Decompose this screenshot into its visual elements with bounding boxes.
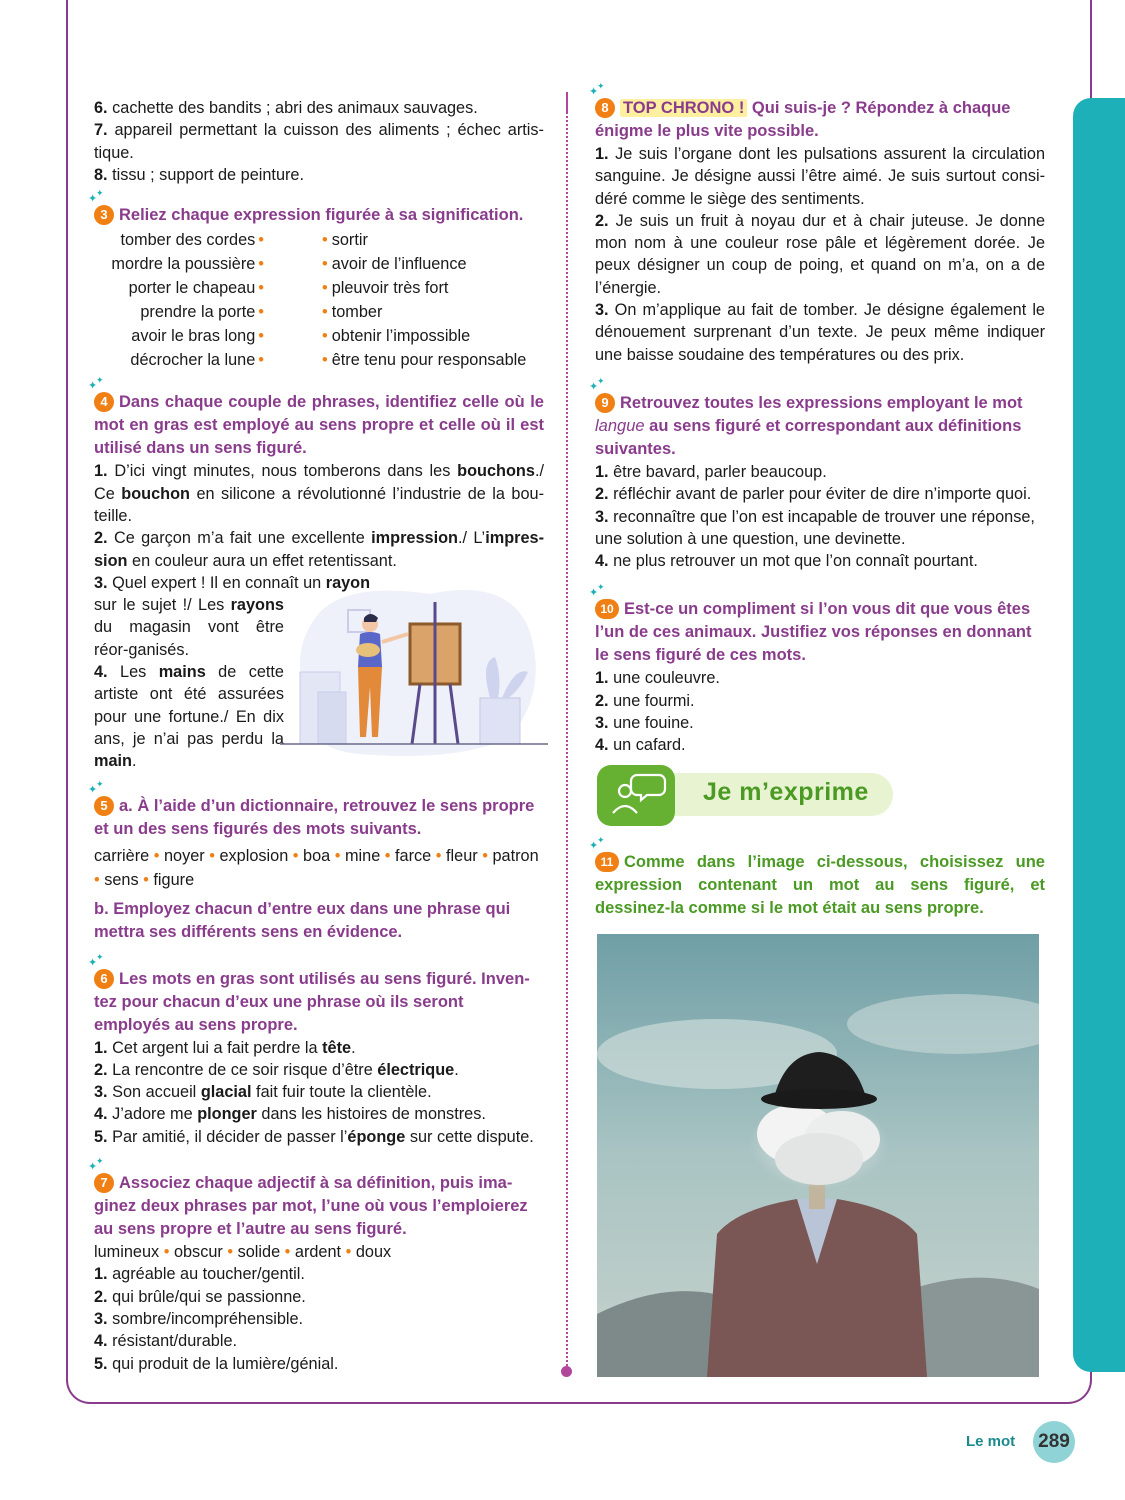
list-item: 1. Cet argent lui a fait perdre la tête. [94, 1038, 356, 1057]
exercise-title: 5 a. À l’aide d’un dictionnaire, retrouvez le sens propre et un des sens figurés des mots suivants. [94, 796, 535, 838]
list-item: 2. réfléchir avant de parler pour éviter de dire n’importe quoi. [595, 485, 1032, 504]
difficulty-stars-icon: ✦ ✦ [589, 582, 605, 600]
exercise-title: 8 TOP CHRONO ! Qui suis-je ? Répondez à chaque énigme le plus vite possible. [595, 99, 1011, 140]
list-item: 6. cachette des bandits ; abri des animaux sauvages. [94, 99, 478, 117]
list-item: 1. Je suis l’organe dont les pulsations assurent la circulation sanguine. Je désigne aussi l’être aimé. Je suis surtout consi-déré comme le siège des sentiments. [595, 145, 1046, 208]
intro-list [94, 97, 544, 186]
list-item: 2. une fourmi. [595, 691, 695, 710]
painter-illustration [280, 572, 548, 764]
exercise-10 [589, 582, 1045, 756]
list-item: 1. une couleuvre. [595, 669, 720, 688]
word-list: carrière • noyer • explosion • boa • mine • farce • fleur • patron • sens • figure [94, 846, 539, 889]
exercise-title: 3 Reliez chaque expression figurée à sa signification. [94, 204, 544, 227]
list-item: 3. sombre/incompréhensible. [94, 1309, 304, 1328]
exercise-3 [88, 188, 544, 371]
list-item: 3. une fouine. [595, 714, 694, 733]
list-item: 3. reconnaître que l’on est incapable de trouver une réponse, une solution à une question, une devinette. [595, 507, 1035, 548]
cloud-head-photo [597, 934, 1039, 1377]
right-column [589, 81, 1046, 757]
list-item: 1. être bavard, parler beaucoup. [595, 462, 827, 481]
expression-item: mordre la poussière • [111, 255, 264, 274]
exercise-title: 9 Retrouvez toutes les expressions employant le mot langue au sens figuré et correspondant aux définitions suivantes. [595, 393, 1023, 458]
section-title: Je m’exprime [703, 778, 869, 806]
left-column [88, 97, 545, 1375]
meaning-item: • être tenu pour responsable [322, 351, 527, 370]
list-item: 3. Quel expert ! Il en connaît un rayon [94, 573, 371, 592]
expression-item: porter le chapeau • [128, 279, 264, 298]
exercise-title: 4 Dans chaque couple de phrases, identifiez celle où le mot en gras est employé au sens propre et celle où il est utilisé dans un sens figuré. [94, 393, 544, 458]
list-item: 7. appareil permettant la cuisson des aliments ; échec artis-tique. [94, 121, 544, 162]
exercise-11 [589, 835, 1045, 920]
list-item: 2. Je suis un fruit à noyau dur et à chair juteuse. Je donne mon nom à une couleur rose pâle et légèrement dorée. Je peux désigner un coup de poing, et quand on m’a, on a de l’énergie. [595, 211, 1046, 297]
exercise-4 [88, 375, 545, 772]
difficulty-stars-icon: ✦ ✦ [589, 375, 605, 393]
difficulty-stars-icon: ✦ ✦ [589, 835, 605, 852]
expression-item: avoir le bras long • [131, 327, 264, 346]
list-item: sur le sujet !/ Les rayons du magasin vont être réor-ganisés. [94, 596, 284, 659]
word-list: lumineux • obscur • solide • ardent • doux [94, 1243, 392, 1262]
list-item: 2. qui brûle/qui se passionne. [94, 1287, 306, 1306]
list-item: 2. La rencontre de ce soir risque d’être électrique. [94, 1060, 459, 1079]
list-item: 3. Son accueil glacial fait fuir toute la clientèle. [94, 1083, 432, 1102]
difficulty-stars-icon: ✦ ✦ [88, 188, 104, 206]
list-item: 4. Les mains de cette artiste ont été assurées pour une fortune./ En dix ans, je n’ai pas perdu la main. [94, 663, 284, 771]
footer-chapter-label: Le mot [966, 1433, 1016, 1450]
meaning-item: • pleuvoir très fort [322, 279, 449, 298]
column-divider-end [561, 1366, 572, 1377]
meaning-item: • sortir [322, 231, 368, 250]
exercise-6 [88, 951, 544, 1148]
difficulty-stars-icon: ✦ ✦ [88, 375, 104, 393]
page-number: 289 [1033, 1421, 1075, 1463]
expression-item: décrocher la lune • [130, 351, 264, 370]
difficulty-stars-icon: ✦ ✦ [88, 951, 104, 969]
exercise-9 [589, 375, 1045, 572]
list-item: 5. Par amitié, il décider de passer l’éponge sur cette dispute. [94, 1127, 534, 1146]
exercise-title: 10 Est-ce un compliment si l’on vous dit que vous êtes l’un de ces animaux. Justifiez vos réponses en donnant le sens figuré de ces mots. [595, 600, 1032, 665]
section-header [597, 765, 893, 826]
list-item: 3. On m’applique au fait de tomber. Je désigne également le dénouement surprenant d’un texte. Je peux même indiquer une baisse soudaine des températures ou des prix. [595, 301, 1045, 364]
exercise-subtitle: b. Employez chacun d’entre eux dans une phrase qui mettra ses différents sens en évidence. [94, 899, 511, 941]
expression-item: tomber des cordes • [120, 231, 264, 250]
meaning-item: • tomber [322, 303, 383, 322]
exercise-title: 11 Comme dans l’image ci-dessous, choisissez une expression contenant un mot au sens figuré, et dessinez-la comme si le mot était au sens propre. [595, 853, 1045, 917]
difficulty-stars-icon: ✦ ✦ [88, 1156, 104, 1174]
list-item: 2. Ce garçon m’a fait une excellente impression./ L’impres-sion en couleur aura un effet retentissant. [94, 529, 545, 570]
list-item: 4. un cafard. [595, 736, 686, 755]
list-item: 4. résistant/durable. [94, 1332, 238, 1351]
exercise-7 [88, 1156, 544, 1375]
list-item: 8. tissu ; support de peinture. [94, 165, 304, 184]
meaning-item: • avoir de l’influence [322, 255, 467, 274]
list-item: 4. J’adore me plonger dans les histoires de monstres. [94, 1105, 486, 1124]
list-item: 4. ne plus retrouver un mot que l’on connaît pourtant. [595, 552, 978, 571]
list-item: 5. qui produit de la lumière/génial. [94, 1354, 339, 1373]
expression-item: prendre la porte • [140, 303, 264, 322]
column-divider [566, 112, 568, 1370]
wrapped-items [94, 572, 544, 773]
side-tab [1073, 98, 1125, 1372]
column-divider-top [566, 92, 568, 112]
exercise-5 [88, 778, 544, 944]
exercise-title: 7 Associez chaque adjectif à sa définition, puis ima-ginez deux phrases par mot, l’une où vous l’emploierez au sens propre et l’autre au sens figuré. [94, 1174, 528, 1239]
speech-bubbles-icon [597, 765, 675, 826]
difficulty-stars-icon: ✦ ✦ [589, 81, 605, 98]
top-chrono-badge: TOP CHRONO ! [620, 99, 747, 117]
matching-grid [94, 229, 544, 371]
list-item: 1. D’ici vingt minutes, nous tomberons dans les bouchons./ Ce bouchon en silicone a révolutionné l’industrie de la bou-teille. [94, 462, 544, 525]
difficulty-stars-icon: ✦ ✦ [88, 778, 104, 796]
exercise-title: 6 Les mots en gras sont utilisés au sens figuré. Inven-tez pour chacun d’eux une phrase où ils seront employés au sens propre. [94, 969, 530, 1034]
list-item: 1. agréable au toucher/gentil. [94, 1265, 305, 1284]
meaning-item: • obtenir l’impossible [322, 327, 471, 346]
exercise-8 [589, 81, 1046, 366]
